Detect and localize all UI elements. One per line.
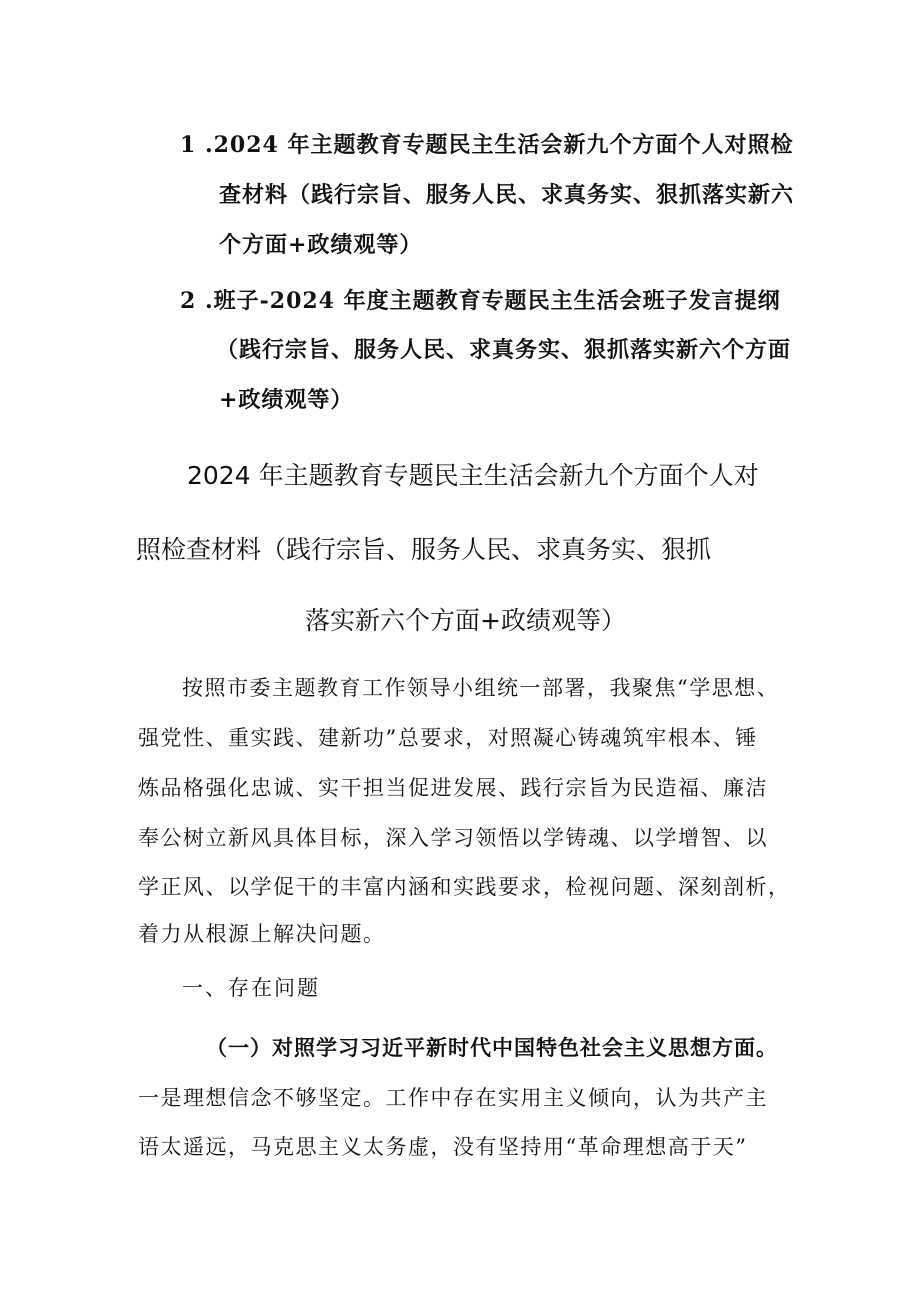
toc-item-2-line-1[interactable]: 2 .班子-2024 年度主题教育专题民主生活会班子发言提纲 [180,288,781,314]
section-heading-problems: 一、存在问题 [182,976,320,1000]
intro-paragraph-line-4: 奉公树立新风具体目标，深入学习领悟以学铸魂、以学增智、以 [138,826,768,850]
toc-item-1-line-2[interactable]: 查材料（践行宗旨、服务人民、求真务实、狠抓落实新六 [219,182,795,208]
subsection-heading-1: （一）对照学习习近平新时代中国特色社会主义思想方面。 [206,1035,778,1060]
intro-paragraph-line-1: 按照市委主题教育工作领导小组统一部署，我聚焦“学思想、 [182,676,780,700]
subsection-1-line-2: 语太遥远，马克思主义太务虚，没有坚持用“革命理想高于天” [138,1135,748,1159]
document-title-line-1: 2024 年主题教育专题民主生活会新九个方面个人对 [187,461,759,490]
subsection-1-line-1: 一是理想信念不够坚定。工作中存在实用主义倾向，认为共产主 [138,1086,768,1110]
intro-paragraph-line-2: 强党性、重实践、建新功”总要求，对照凝心铸魂筑牢根本、锤 [138,726,758,750]
document-title-line-2: 照检查材料（践行宗旨、服务人民、求真务实、狠抓 [136,535,712,564]
toc-item-1-line-3[interactable]: 个方面+政绩观等） [219,232,423,258]
toc-item-2-line-2[interactable]: （践行宗旨、服务人民、求真务实、狠抓落实新六个方面 [216,337,792,363]
toc-item-1-line-1[interactable]: 1 .2024 年主题教育专题民主生活会新九个方面个人对照检 [180,132,794,158]
intro-paragraph-line-3: 炼品格强化忠诚、实干担当促进发展、践行宗旨为民造福、廉洁 [138,776,768,800]
intro-paragraph-line-5: 学正风、以学促干的丰富内涵和实践要求，检视问题、深刻剖析， [138,875,791,899]
intro-paragraph-line-6: 着力从根源上解决问题。 [138,922,386,946]
toc-item-2-line-3[interactable]: +政绩观等） [219,387,354,413]
document-title-line-3: 落实新六个方面+政绩观等） [305,606,626,635]
